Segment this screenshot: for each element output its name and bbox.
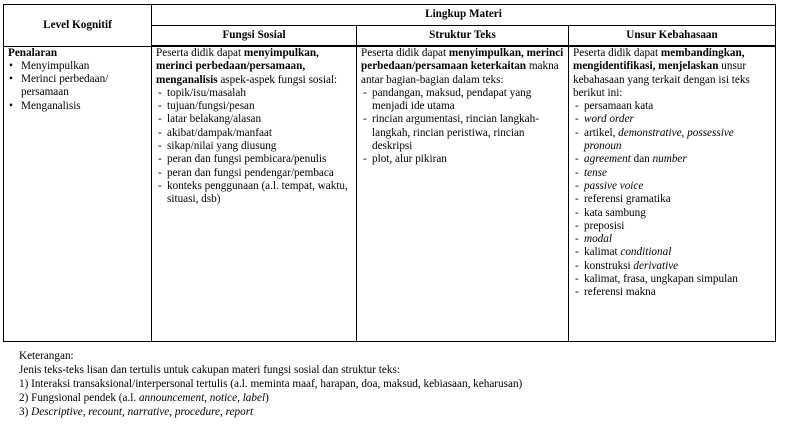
list-item: - sikap/nilai yang diusung xyxy=(156,140,352,153)
list-item: - kalimat, frasa, ungkapan simpulan xyxy=(573,273,771,286)
list-item: - rincian argumentasi, rincian langkah-langkah, rincian peristiwa, rincian deskripsi xyxy=(361,113,564,153)
list-item: - preposisi xyxy=(573,220,771,233)
list-item: • Menyimpulkan xyxy=(8,60,147,73)
header-struktur-teks: Struktur Teks xyxy=(357,26,569,47)
notes xyxy=(19,349,779,419)
header-fungsi-sosial: Fungsi Sosial xyxy=(152,26,357,47)
list-item: - konteks penggunaan (a.l. tempat, waktu, situasi, dsb) xyxy=(156,180,352,207)
fungsi-intro: Peserta didik dapat menyimpulkan, merinci perbedaan/persamaan, menganalisis aspek-aspek fungsi sosial: xyxy=(156,47,338,86)
list-item: - persamaan kata xyxy=(573,100,771,113)
notes-line: Jenis teks-teks lisan dan tertulis untuk cakupan materi fungsi sosial dan struktur teks: xyxy=(19,364,400,377)
fungsi-list xyxy=(156,87,352,207)
list-item: - referensi makna xyxy=(573,286,771,299)
header-lingkup-materi: Lingkup Materi xyxy=(152,5,776,26)
level-cell xyxy=(4,46,152,342)
header-level-kognitif: Level Kognitif xyxy=(4,5,152,47)
notes-line: 1) Interaksi transaksional/interpersonal tertulis (a.l. meminta maaf, harapan, doa, maksud, kebiasaan, keharusan) xyxy=(19,378,523,391)
list-item: - kalimat conditional xyxy=(573,246,771,259)
struktur-cell xyxy=(357,46,569,342)
list-item: - word order xyxy=(573,113,771,126)
list-item: - konstruksi derivative xyxy=(573,260,771,273)
unsur-intro: Peserta didik dapat membandingkan, mengidentifikasi, menjelaskan unsur kebahasaan yang terkait dengan isi teks berikut ini: xyxy=(573,47,750,99)
struktur-list xyxy=(361,87,564,167)
list-item: - agreement dan number xyxy=(573,153,771,166)
list-item: - pandangan, maksud, pendapat yang menjadi ide utama xyxy=(361,87,564,114)
list-item: - passive voice xyxy=(573,180,771,193)
list-item: - tujuan/fungsi/pesan xyxy=(156,100,352,113)
list-item: - artikel, demonstrative, possessive pronoun xyxy=(573,127,771,154)
list-item: - modal xyxy=(573,233,771,246)
level-title: Penalaran xyxy=(8,46,58,59)
notes-title: Keterangan: xyxy=(19,350,74,362)
header-unsur-kebahasaan: Unsur Kebahasaan xyxy=(569,26,776,47)
level-list xyxy=(8,60,147,113)
list-item: - topik/isu/masalah xyxy=(156,87,352,100)
unsur-list xyxy=(573,100,771,299)
list-item: - plot, alur pikiran xyxy=(361,153,564,166)
list-item: - referensi gramatika xyxy=(573,193,771,206)
list-item: - akibat/dampak/manfaat xyxy=(156,127,352,140)
materi-table xyxy=(3,4,776,342)
notes-line: 3) Descriptive, recount, narrative, procedure, report xyxy=(19,406,254,419)
fungsi-cell xyxy=(152,46,357,342)
notes-line: 2) Fungsional pendek (a.l. announcement, notice, label) xyxy=(19,392,269,405)
struktur-intro: Peserta didik dapat menyimpulkan, merinci perbedaan/persamaan keterkaitan makna antar bagian-bagian dalam teks: xyxy=(361,47,564,86)
unsur-cell xyxy=(569,46,776,342)
list-item: - peran dan fungsi pembicara/penulis xyxy=(156,153,352,166)
list-item: - peran dan fungsi pendengar/pembaca xyxy=(156,167,352,180)
list-item: - kata sambung xyxy=(573,207,771,220)
list-item: • Merinci perbedaan/ persamaan xyxy=(8,73,147,100)
list-item: • Menganalisis xyxy=(8,100,147,113)
list-item: - latar belakang/alasan xyxy=(156,113,352,126)
list-item: - tense xyxy=(573,167,771,180)
